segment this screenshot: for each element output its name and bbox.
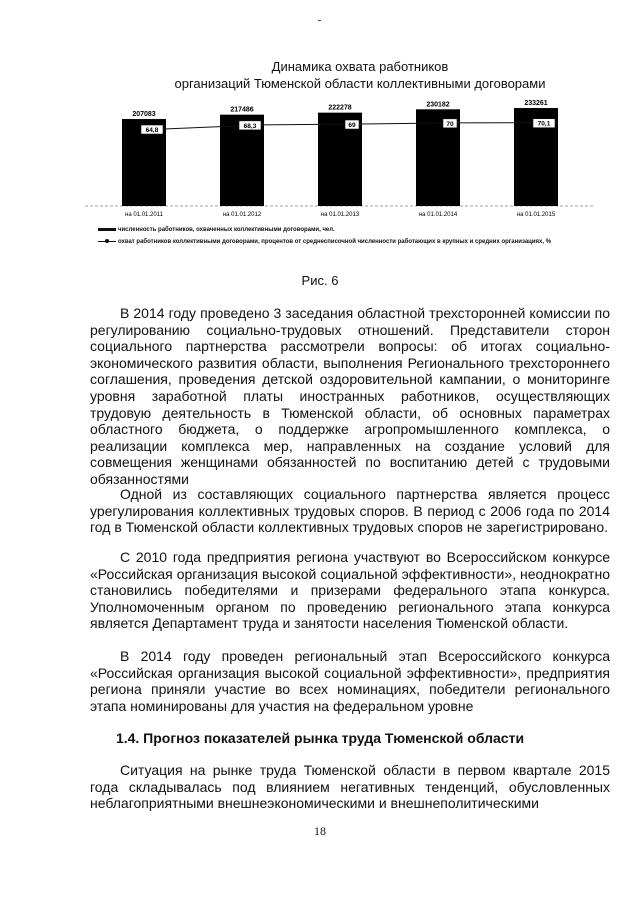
legend-line-label: охват работников коллективными договорами, процентов от среднесписочной численности работающих в крупных и средних организациях, %: [118, 239, 552, 245]
paragraph: Ситуация на рынке труда Тюменской области в первом квартале 2015 года складывалась под влиянием негативных тенденций, обусловленных неблагоприятными внешнеэкономическими и внешнеполитическими: [90, 762, 610, 812]
page-number: 18: [314, 824, 326, 838]
bar-value-label: 207083: [132, 111, 156, 119]
x-tick-label: на 01.01.2012: [222, 212, 262, 218]
paragraph: Одной из составляющих социального партнерства является процесс урегулирования коллективных трудовых споров. В период с 2006 года по 2014 год в Тюменской области коллективных трудовых споров не зарегистрировано.: [90, 486, 610, 536]
coverage-chart: [85, 96, 595, 226]
x-tick-label: на 01.01.2015: [516, 212, 556, 218]
x-tick-label: на 01.01.2011: [125, 212, 163, 218]
bar-value-label: 233261: [524, 100, 548, 108]
legend-bar-label: численность работников, охваченных коллективными договорами, чел.: [118, 227, 335, 233]
figure-caption: Рис. 6: [301, 273, 339, 288]
line-value-label: 70,1: [537, 120, 551, 128]
x-tick-label: на 01.01.2014: [418, 212, 458, 218]
paragraph: С 2010 года предприятия региона участвуют во Всероссийском конкурсе «Российская организация высокой социальной эффективности», неоднократно становились победителями и призерами федерального этапа конкурса. Уполномоченным органом по проведению регионального этапа конкурса является Департамент труда и занятости населения Тюменской области.: [90, 549, 610, 632]
x-tick-label: на 01.01.2013: [320, 212, 360, 218]
legend-line-swatch: [98, 241, 116, 242]
chart-title: Динамика охвата работников: [271, 59, 449, 74]
chart-subtitle: организаций Тюменской области коллективными договорами: [174, 76, 546, 91]
scan-mark: [318, 20, 321, 21]
paragraph: В 2014 году проведен региональный этап Всероссийского конкурса «Российская организация высокой социальной эффективности», предприятия региона приняли участие во всех номинациях, победители регионального этапа номинированы для участия на федеральном уровне: [90, 648, 610, 714]
legend-bar-swatch: [98, 228, 116, 231]
legend-item-line: [98, 238, 593, 246]
line-value-label: 68,3: [243, 122, 257, 130]
line-value-label: 70: [446, 120, 454, 128]
bar-value-label: 222278: [328, 104, 352, 112]
line-value-label: 69: [348, 122, 356, 130]
paragraph: В 2014 году проведено 3 заседания областной трехсторонней комиссии по регулированию социально-трудовых отношений. Представители сторон социального партнерства рассмотрели вопросы: об итогах социально-экономического развития области, выполнения Регионального трехстороннего соглашения, проведения детской оздоровительной кампании, о мониторинге уровня заработной платы иностранных работников, осуществляющих трудовую деятельность в Тюменской области, об основных параметрах областного бюджета, о поддержке агропромышленного комплекса, о реализации комплекса мер, направленных на создание условий для совмещения женщинами обязанностей по воспитанию детей с трудовыми обязанностями: [90, 305, 610, 487]
line-value-label: 64,8: [145, 127, 159, 135]
section-heading: 1.4. Прогноз показателей рынка труда Тюменской области: [115, 730, 525, 746]
bar-value-label: 230182: [426, 101, 450, 109]
bar-value-label: 217486: [230, 106, 254, 114]
legend-item-bar: [98, 226, 598, 234]
